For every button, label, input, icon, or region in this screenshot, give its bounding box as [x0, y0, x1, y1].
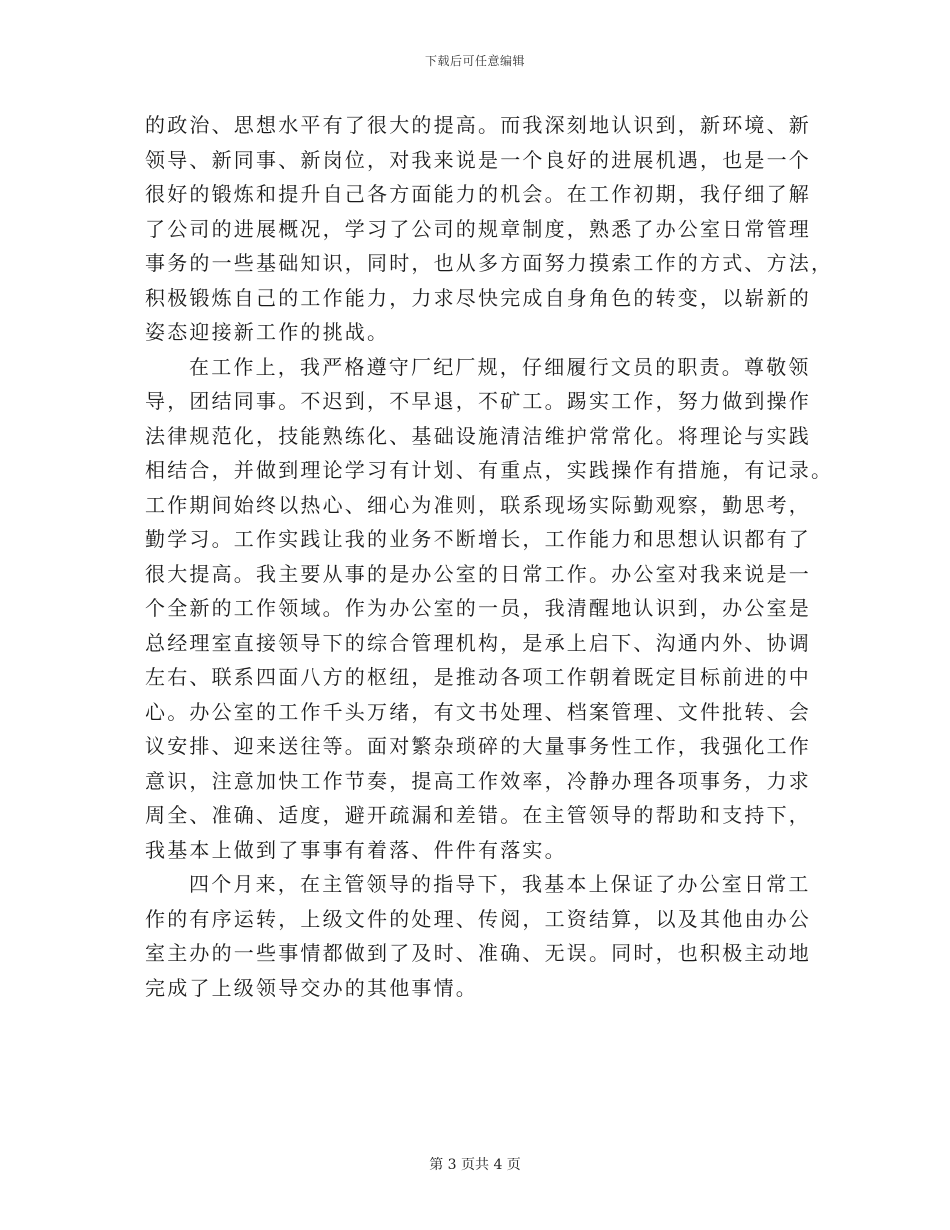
text-line: 法律规范化，技能熟练化、基础设施清洁维护常常化。将理论与实践 [145, 423, 811, 448]
text-line: 议安排、迎来送往等。面对繁杂琐碎的大量事务性工作，我强化工作 [145, 734, 811, 758]
text-line: 左右、联系四面八方的枢纽，是推动各项工作朝着既定目标前进的中 [145, 665, 811, 689]
text-line: 姿态迎接新工作的挑战。 [145, 320, 390, 344]
document-body [145, 108, 834, 1005]
text-line: 四个月来，在主管领导的指导下，我基本上保证了办公室日常工 [189, 872, 811, 896]
text-line: 积极锻炼自己的工作能力，力求尽快完成自身角色的转变，以崭新的 [145, 285, 811, 310]
text-line: 个全新的工作领域。作为办公室的一员，我清醒地认识到，办公室是 [145, 596, 811, 620]
text-line: 意识，注意加快工作节奏，提高工作效率，冷静办理各项事务，力求 [145, 768, 811, 793]
text-line: 在工作上，我严格遵守厂纪厂规，仔细履行文员的职责。尊敬领 [189, 354, 811, 379]
page-footer: 第 3 页共 4 页 [429, 1157, 521, 1173]
text-line: 工作期间始终以热心、细心为准则，联系现场实际勤观察，勤思考， [145, 492, 811, 517]
text-line: 导，团结同事。不迟到，不早退，不矿工。踢实工作，努力做到操作 [145, 389, 811, 413]
text-line: 我基本上做到了事事有着落、件件有落实。 [145, 837, 567, 862]
text-line: 领导、新同事、新岗位，对我来说是一个良好的进展机遇，也是一个 [145, 147, 811, 172]
text-line: 很好的锻炼和提升自己各方面能力的机会。在工作初期，我仔细了解 [145, 182, 811, 206]
text-line: 相结合，并做到理论学习有计划、有重点，实践操作有措施，有记录。 [145, 458, 834, 482]
text-line: 的政治、思想水平有了很大的提高。而我深刻地认识到，新环境、新 [145, 113, 811, 137]
text-line: 室主办的一些事情都做到了及时、准确、无误。同时，也积极主动地 [145, 941, 811, 965]
paragraph-1 [145, 108, 834, 350]
paragraph-2 [145, 350, 834, 868]
text-line: 作的有序运转，上级文件的处理、传阅，工资结算，以及其他由办公 [145, 906, 811, 931]
page-header: 下载后可任意编辑 [424, 54, 525, 68]
paragraph-3 [145, 867, 811, 1005]
text-line: 勤学习。工作实践让我的业务不断增长，工作能力和思想认识都有了 [145, 527, 811, 551]
text-line: 很大提高。我主要从事的是办公室的日常工作。办公室对我来说是一 [145, 561, 811, 586]
text-line: 周全、准确、适度，避开疏漏和差错。在主管领导的帮助和支持下， [145, 803, 811, 827]
text-line: 完成了上级领导交办的其他事情。 [145, 975, 478, 1000]
text-line: 了公司的进展概况，学习了公司的规章制度，熟悉了办公室日常管理 [145, 216, 811, 241]
text-line: 总经理室直接领导下的综合管理机构，是承上启下、沟通内外、协调 [145, 630, 811, 655]
text-line: 事务的一些基础知识，同时，也从多方面努力摸索工作的方式、方法， [145, 251, 834, 275]
text-line: 心。办公室的工作千头万绪，有文书处理、档案管理、文件批转、会 [145, 699, 811, 724]
